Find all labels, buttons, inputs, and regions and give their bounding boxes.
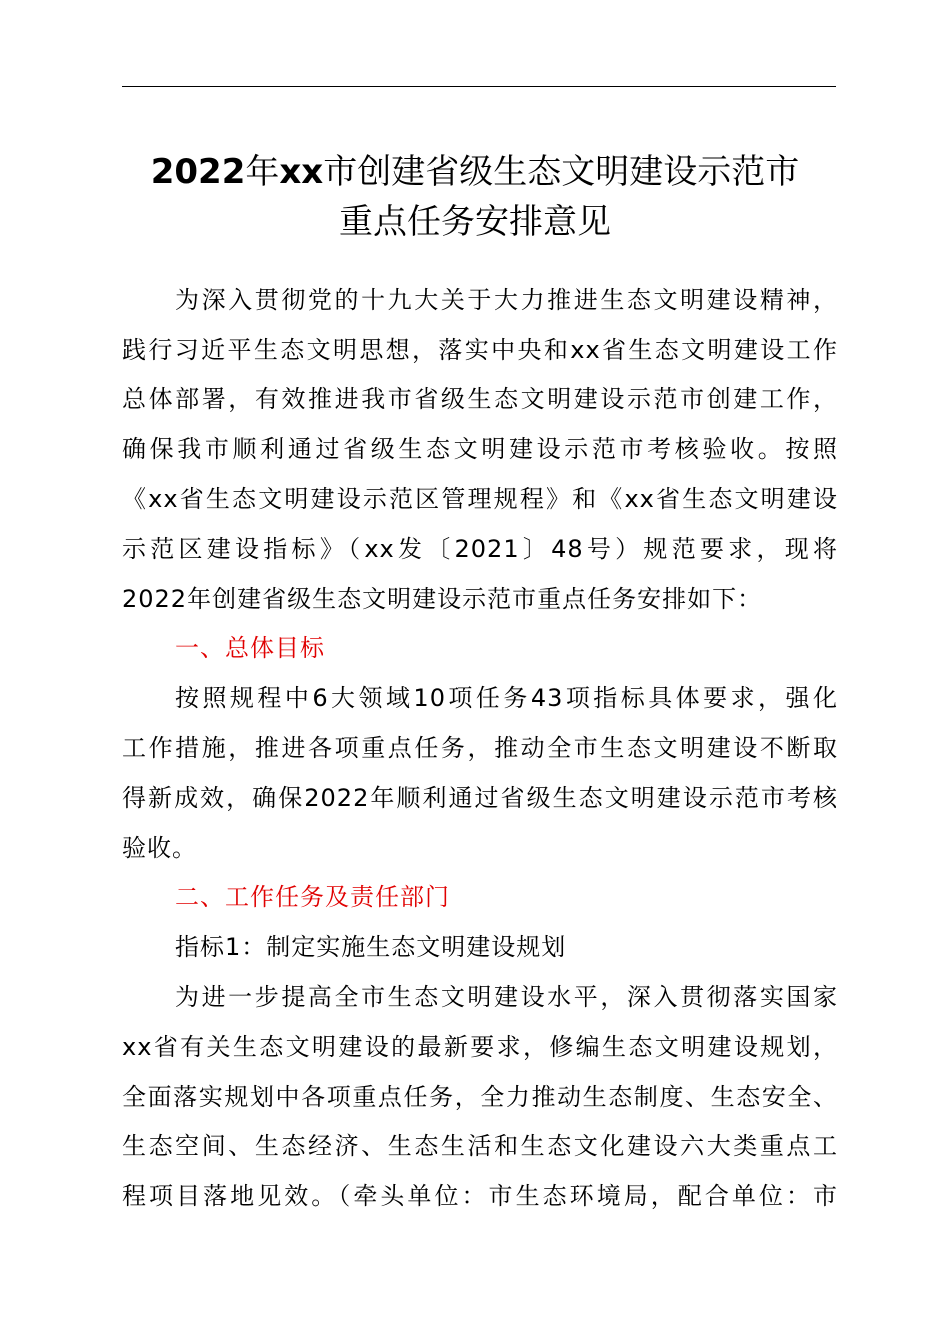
section-heading-1: 一、总体目标: [175, 634, 325, 662]
paragraph-1-line: 2022年创建省级生态文明建设示范市重点任务安排如下：: [122, 585, 763, 613]
indicator-heading-1: 指标1：制定实施生态文明建设规划: [175, 933, 567, 961]
paragraph-1-line: 确保我市顺利通过省级生态文明建设示范市考核验收。按照: [122, 435, 838, 463]
paragraph-3-line: xx省有关生态文明建设的最新要求，修编生态文明建设规划，: [122, 1033, 838, 1061]
document-title-line-2: 重点任务安排意见: [339, 202, 611, 242]
paragraph-3-line: 全面落实规划中各项重点任务，全力推动生态制度、生态安全、: [122, 1083, 838, 1111]
header-rule: [122, 86, 836, 87]
paragraph-1-line: 总体部署，有效推进我市省级生态文明建设示范市创建工作，: [122, 385, 838, 413]
paragraph-1-line: 示范区建设指标》（xx发〔2021〕48号）规范要求，现将: [122, 535, 838, 563]
paragraph-3-line: 为进一步提高全市生态文明建设水平，深入贯彻落实国家: [175, 983, 838, 1011]
paragraph-2-line: 验收。: [122, 834, 197, 862]
paragraph-2-line: 得新成效，确保2022年顺利通过省级生态文明建设示范市考核: [122, 784, 838, 812]
section-heading-2: 二、工作任务及责任部门: [175, 883, 450, 911]
paragraph-2-line: 按照规程中6大领域10项任务43项指标具体要求，强化: [175, 684, 838, 712]
paragraph-2-line: 工作措施，推进各项重点任务，推动全市生态文明建设不断取: [122, 734, 838, 762]
paragraph-1-line: 为深入贯彻党的十九大关于大力推进生态文明建设精神，: [175, 286, 838, 314]
document-title-line-1: 2022年xx市创建省级生态文明建设示范市: [150, 152, 800, 192]
paragraph-3-line: 生态空间、生态经济、生态生活和生态文化建设六大类重点工: [122, 1132, 838, 1160]
paragraph-1-line: 践行习近平生态文明思想，落实中央和xx省生态文明建设工作: [122, 336, 838, 364]
paragraph-1-line: 《xx省生态文明建设示范区管理规程》和《xx省生态文明建设: [122, 485, 838, 513]
paragraph-3-line: 程项目落地见效。（牵头单位：市生态环境局，配合单位：市: [122, 1182, 838, 1210]
